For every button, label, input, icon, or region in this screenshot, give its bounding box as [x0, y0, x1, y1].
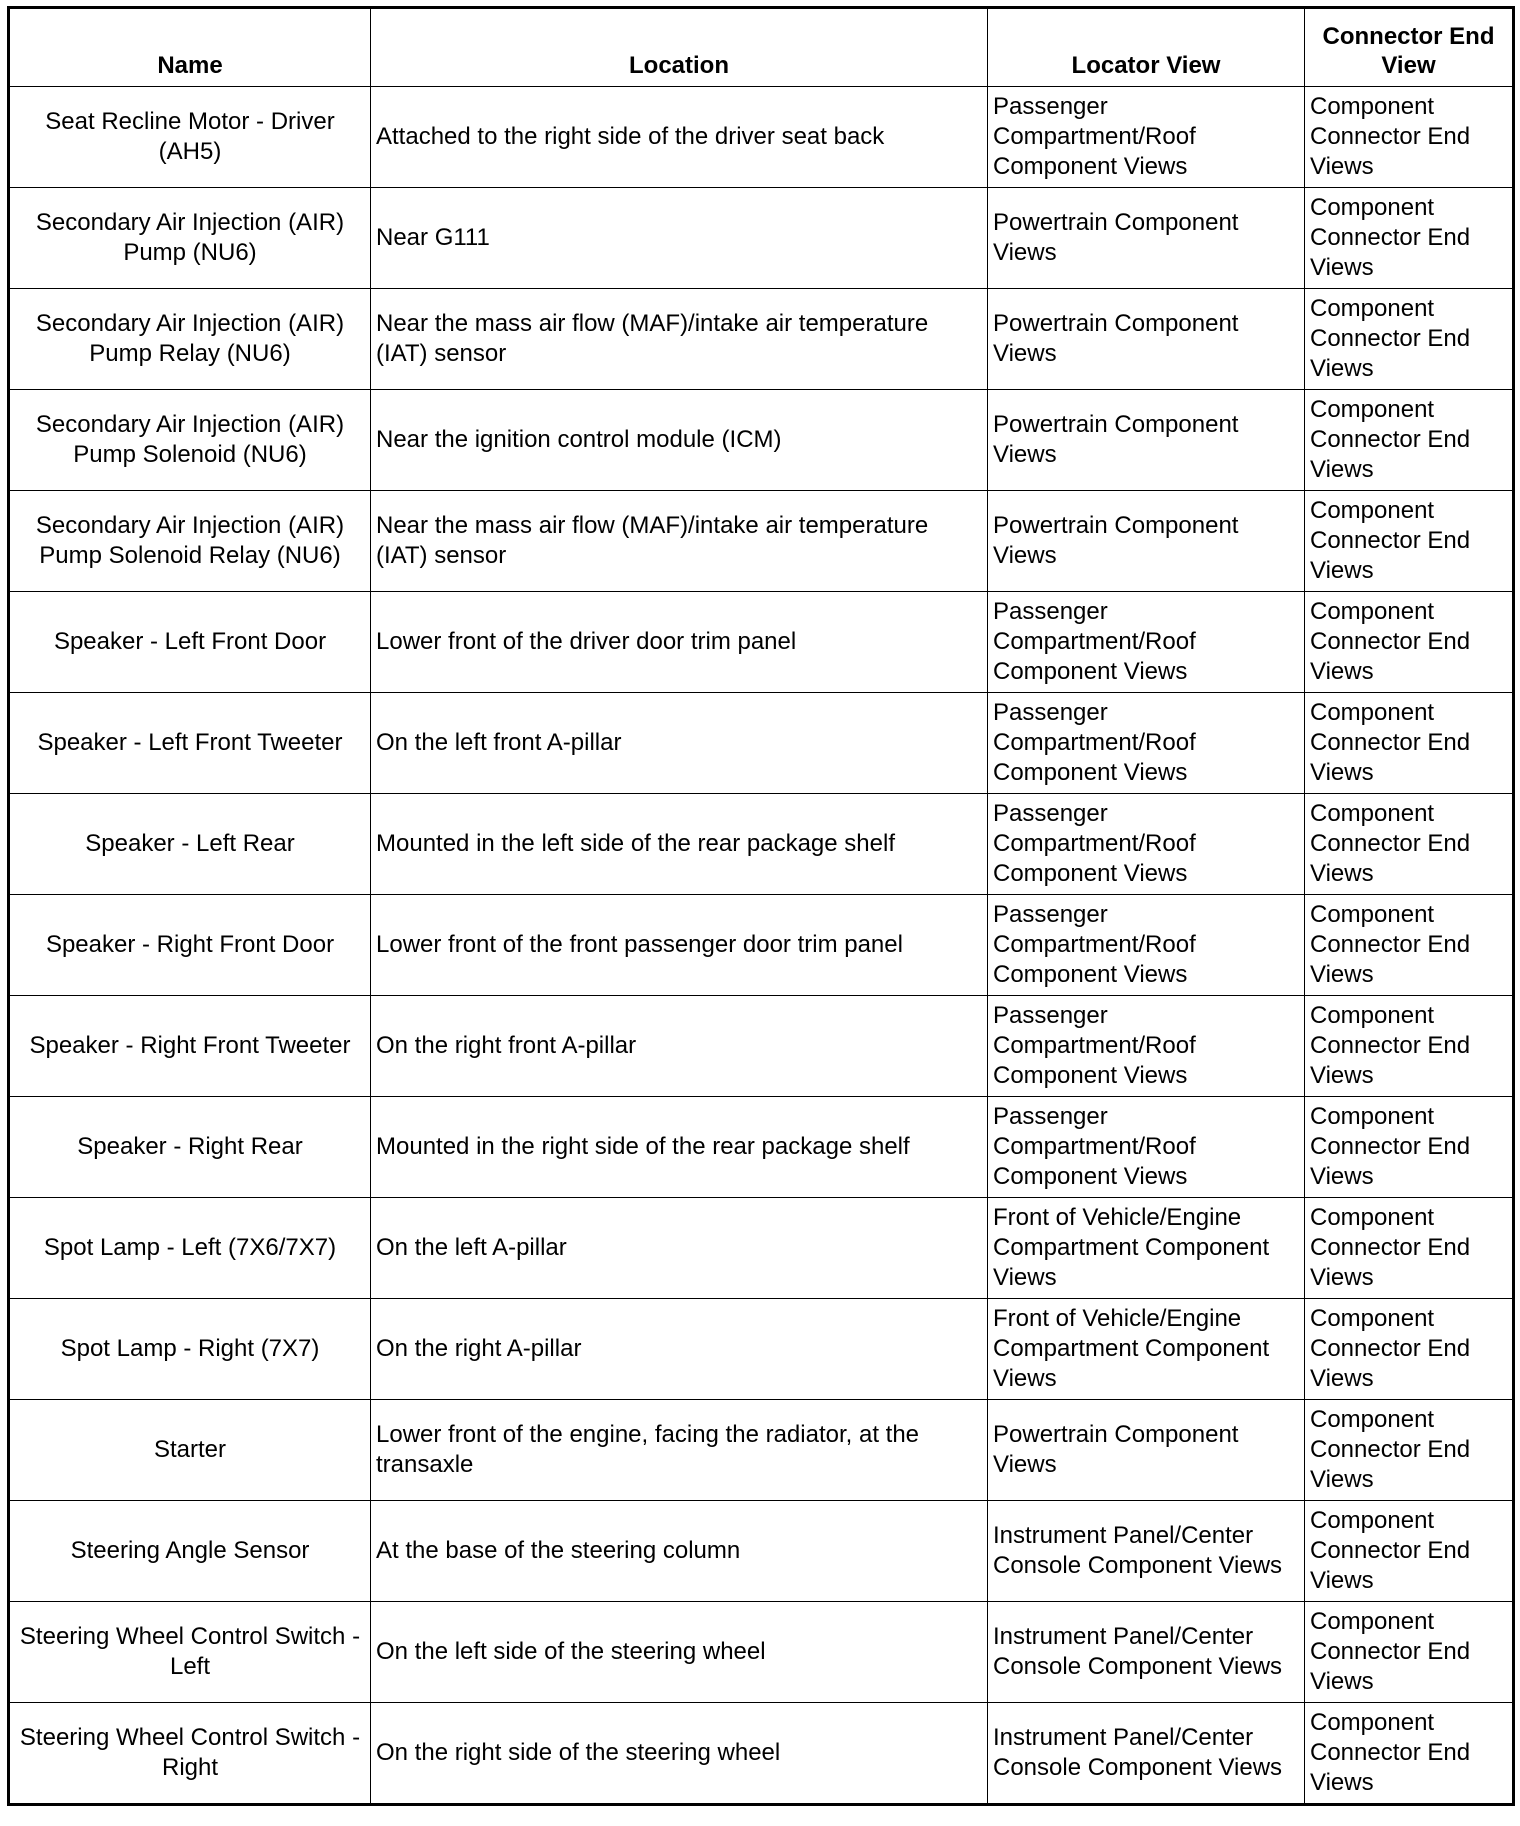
cell-name: Steering Wheel Control Switch - Right [9, 1703, 371, 1805]
table-row [9, 491, 1514, 592]
cell-name: Speaker - Left Front Door [9, 592, 371, 693]
cell-connector-end-view: Component Connector End Views [1305, 1703, 1514, 1805]
header-row [9, 8, 1514, 87]
table-row [9, 1501, 1514, 1602]
cell-name: Speaker - Right Front Door [9, 895, 371, 996]
cell-location: Near the ignition control module (ICM) [371, 390, 988, 491]
cell-locator-view: Powertrain Component Views [988, 188, 1305, 289]
cell-locator-view: Passenger Compartment/Roof Component Views [988, 87, 1305, 188]
cell-locator-view: Powertrain Component Views [988, 1400, 1305, 1501]
cell-location: On the left A-pillar [371, 1198, 988, 1299]
header-location: Location [371, 8, 988, 87]
header-name: Name [9, 8, 371, 87]
cell-locator-view: Instrument Panel/Center Console Component Views [988, 1703, 1305, 1805]
table-row [9, 87, 1514, 188]
cell-name: Secondary Air Injection (AIR) Pump Solenoid (NU6) [9, 390, 371, 491]
table-row [9, 895, 1514, 996]
cell-locator-view: Instrument Panel/Center Console Component Views [988, 1602, 1305, 1703]
cell-location: Lower front of the engine, facing the radiator, at the transaxle [371, 1400, 988, 1501]
cell-name: Secondary Air Injection (AIR) Pump Relay (NU6) [9, 289, 371, 390]
cell-location: Near G111 [371, 188, 988, 289]
cell-connector-end-view: Component Connector End Views [1305, 491, 1514, 592]
table-row [9, 794, 1514, 895]
cell-connector-end-view: Component Connector End Views [1305, 592, 1514, 693]
cell-locator-view: Front of Vehicle/Engine Compartment Component Views [988, 1299, 1305, 1400]
cell-locator-view: Passenger Compartment/Roof Component Views [988, 693, 1305, 794]
table-row [9, 188, 1514, 289]
cell-locator-view: Passenger Compartment/Roof Component Views [988, 794, 1305, 895]
cell-connector-end-view: Component Connector End Views [1305, 1299, 1514, 1400]
cell-name: Steering Angle Sensor [9, 1501, 371, 1602]
cell-connector-end-view: Component Connector End Views [1305, 996, 1514, 1097]
cell-location: On the left side of the steering wheel [371, 1602, 988, 1703]
cell-name: Seat Recline Motor - Driver (AH5) [9, 87, 371, 188]
table-row [9, 592, 1514, 693]
table-row [9, 693, 1514, 794]
header-locator-view: Locator View [988, 8, 1305, 87]
cell-name: Spot Lamp - Left (7X6/7X7) [9, 1198, 371, 1299]
cell-location: Lower front of the front passenger door trim panel [371, 895, 988, 996]
cell-name: Secondary Air Injection (AIR) Pump Solenoid Relay (NU6) [9, 491, 371, 592]
cell-connector-end-view: Component Connector End Views [1305, 895, 1514, 996]
table-row [9, 1097, 1514, 1198]
component-locator-sheet [7, 6, 1512, 1806]
cell-name: Secondary Air Injection (AIR) Pump (NU6) [9, 188, 371, 289]
cell-name: Speaker - Left Rear [9, 794, 371, 895]
cell-name: Spot Lamp - Right (7X7) [9, 1299, 371, 1400]
cell-connector-end-view: Component Connector End Views [1305, 390, 1514, 491]
cell-location: Near the mass air flow (MAF)/intake air temperature (IAT) sensor [371, 289, 988, 390]
component-locator-table [7, 6, 1515, 1806]
table-row [9, 996, 1514, 1097]
cell-locator-view: Passenger Compartment/Roof Component Views [988, 996, 1305, 1097]
cell-connector-end-view: Component Connector End Views [1305, 87, 1514, 188]
cell-name: Speaker - Left Front Tweeter [9, 693, 371, 794]
cell-connector-end-view: Component Connector End Views [1305, 693, 1514, 794]
cell-locator-view: Front of Vehicle/Engine Compartment Component Views [988, 1198, 1305, 1299]
cell-location: On the right side of the steering wheel [371, 1703, 988, 1805]
header-connector-end-view: Connector End View [1305, 8, 1514, 87]
cell-name: Steering Wheel Control Switch - Left [9, 1602, 371, 1703]
cell-connector-end-view: Component Connector End Views [1305, 1501, 1514, 1602]
cell-locator-view: Powertrain Component Views [988, 491, 1305, 592]
cell-locator-view: Powertrain Component Views [988, 390, 1305, 491]
cell-name: Speaker - Right Rear [9, 1097, 371, 1198]
cell-location: Near the mass air flow (MAF)/intake air temperature (IAT) sensor [371, 491, 988, 592]
table-row [9, 1198, 1514, 1299]
table-row [9, 1400, 1514, 1501]
cell-location: On the right front A-pillar [371, 996, 988, 1097]
table-row [9, 1703, 1514, 1805]
cell-connector-end-view: Component Connector End Views [1305, 188, 1514, 289]
cell-location: Mounted in the left side of the rear package shelf [371, 794, 988, 895]
cell-name: Starter [9, 1400, 371, 1501]
cell-location: Lower front of the driver door trim panel [371, 592, 988, 693]
cell-connector-end-view: Component Connector End Views [1305, 1198, 1514, 1299]
cell-connector-end-view: Component Connector End Views [1305, 289, 1514, 390]
cell-connector-end-view: Component Connector End Views [1305, 794, 1514, 895]
cell-connector-end-view: Component Connector End Views [1305, 1602, 1514, 1703]
cell-connector-end-view: Component Connector End Views [1305, 1400, 1514, 1501]
cell-name: Speaker - Right Front Tweeter [9, 996, 371, 1097]
table-header [9, 8, 1514, 87]
cell-locator-view: Powertrain Component Views [988, 289, 1305, 390]
table-row [9, 289, 1514, 390]
cell-location: On the right A-pillar [371, 1299, 988, 1400]
table-row [9, 390, 1514, 491]
cell-location: On the left front A-pillar [371, 693, 988, 794]
cell-locator-view: Passenger Compartment/Roof Component Views [988, 592, 1305, 693]
table-row [9, 1602, 1514, 1703]
cell-location: Mounted in the right side of the rear package shelf [371, 1097, 988, 1198]
cell-location: At the base of the steering column [371, 1501, 988, 1602]
table-body [9, 87, 1514, 1805]
cell-location: Attached to the right side of the driver seat back [371, 87, 988, 188]
table-row [9, 1299, 1514, 1400]
cell-locator-view: Passenger Compartment/Roof Component Views [988, 895, 1305, 996]
cell-locator-view: Instrument Panel/Center Console Component Views [988, 1501, 1305, 1602]
cell-connector-end-view: Component Connector End Views [1305, 1097, 1514, 1198]
cell-locator-view: Passenger Compartment/Roof Component Views [988, 1097, 1305, 1198]
